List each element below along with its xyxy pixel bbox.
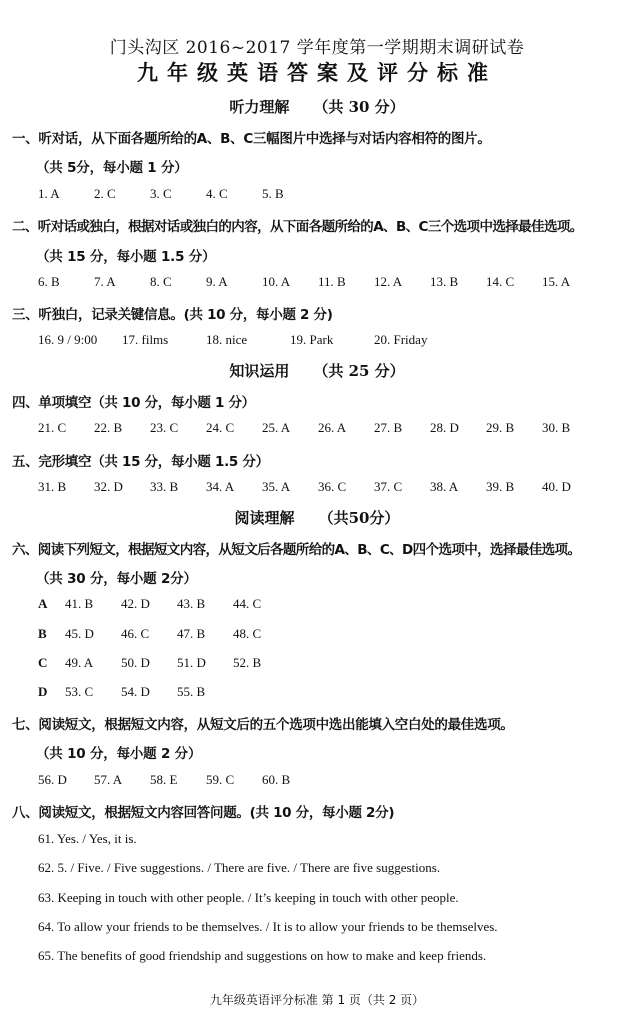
part-name: 知识运用 (229, 362, 290, 380)
answer: 45. D (65, 626, 94, 641)
answer: 20. Friday (374, 332, 428, 347)
answer: 29. B (486, 420, 515, 435)
part-reading (0, 507, 634, 528)
answer: 14. C (486, 274, 515, 289)
answer: 60. B (262, 772, 291, 787)
answer-line: 65. The benefits of good friendship and suggestions on how to make and keep friends. (38, 948, 487, 963)
answer: 36. C (318, 479, 347, 494)
part-points: （共 25 分） (313, 362, 405, 380)
document-title: 九年级英语答案及评分标准 (137, 60, 497, 85)
part-listening (0, 96, 634, 117)
section-8-heading: 八、阅读短文，根据短文内容回答问题。(共 10 分，每小题 2分) (12, 805, 395, 821)
answer: 40. D (542, 479, 571, 494)
answer: 55. B (177, 684, 206, 699)
answer: 9. A (206, 274, 228, 289)
answer: 7. A (94, 274, 116, 289)
answer: 5. B (262, 186, 284, 201)
answer: 1. A (38, 186, 60, 201)
answer: 49. A (65, 655, 94, 670)
part-points: （共 30 分） (313, 98, 405, 116)
answer: 42. D (121, 596, 150, 611)
answer: 17. films (122, 332, 169, 347)
answer: 34. A (206, 479, 235, 494)
answer: 28. D (430, 420, 459, 435)
answer: 47. B (177, 626, 206, 641)
answer: 57. A (94, 772, 123, 787)
part-points: （共50分） (318, 509, 400, 527)
answer: 35. A (262, 479, 291, 494)
answer: 44. C (233, 596, 262, 611)
answer: 39. B (486, 479, 515, 494)
group-label: C (38, 655, 48, 670)
answer: 2. C (94, 186, 116, 201)
answer: 24. C (206, 420, 235, 435)
answer: 13. B (430, 274, 459, 289)
section-2-score: （共 15 分，每小题 1.5 分） (36, 249, 216, 265)
answer: 41. B (65, 596, 94, 611)
section-5-heading: 五、完形填空（共 15 分，每小题 1.5 分） (12, 454, 269, 470)
part-knowledge (0, 360, 634, 381)
answer: 46. C (121, 626, 150, 641)
answer: 25. A (262, 420, 291, 435)
document-subtitle: 门头沟区 2016~2017 学年度第一学期期末调研试卷 (109, 38, 525, 58)
section-4-heading: 四、单项填空（共 10 分，每小题 1 分） (12, 395, 255, 411)
part-name: 阅读理解 (234, 509, 295, 527)
section-2-heading: 二、听对话或独白，根据对话或独白的内容，从下面各题所给的A、B、C三个选项中选择最佳选项。 (12, 219, 583, 235)
answer: 32. D (94, 479, 123, 494)
group-label: D (38, 684, 48, 699)
answer: 30. B (542, 420, 571, 435)
group-label: B (38, 626, 47, 641)
answer: 11. B (318, 274, 346, 289)
answer: 3. C (150, 186, 172, 201)
answer: 21. C (38, 420, 67, 435)
page-footer: 九年级英语评分标准 第 1 页（共 2 页） (209, 993, 425, 1007)
answer: 59. C (206, 772, 235, 787)
section-7-heading: 七、阅读短文，根据短文内容，从短文后的五个选项中选出能填入空白处的最佳选项。 (12, 717, 514, 733)
answer: 37. C (374, 479, 403, 494)
section-1-heading: 一、听对话，从下面各题所给的A、B、C三幅图片中选择与对话内容相符的图片。 (12, 131, 491, 147)
answer: 4. C (206, 186, 228, 201)
answer: 33. B (150, 479, 179, 494)
section-1-score: （共 5分，每小题 1 分） (36, 160, 188, 176)
answer: 52. B (233, 655, 262, 670)
answer: 22. B (94, 420, 123, 435)
answer: 10. A (262, 274, 291, 289)
answer: 58. E (150, 772, 178, 787)
answer: 56. D (38, 772, 67, 787)
answer: 19. Park (290, 332, 334, 347)
answer: 23. C (150, 420, 179, 435)
section-6-heading: 六、阅读下列短文，根据短文内容，从短文后各题所给的A、B、C、D四个选项中，选择最佳选项。 (12, 542, 581, 558)
answer: 48. C (233, 626, 262, 641)
answer: 8. C (150, 274, 172, 289)
answer: 12. A (374, 274, 403, 289)
group-label: A (38, 596, 48, 611)
answer-line: 62. 5. / Five. / Five suggestions. / There are five. / There are five suggestions. (38, 860, 441, 875)
answer: 53. C (65, 684, 94, 699)
part-name: 听力理解 (229, 98, 290, 116)
section-7-score: （共 10 分，每小题 2 分） (36, 746, 202, 762)
answer: 31. B (38, 479, 67, 494)
answer-line: 63. Keeping in touch with other people. / It’s keeping in touch with other people. (38, 890, 459, 905)
answer: 26. A (318, 420, 347, 435)
answer: 54. D (121, 684, 150, 699)
answer: 38. A (430, 479, 459, 494)
answer-line: 61. Yes. / Yes, it is. (38, 831, 137, 846)
section-6-score: （共 30 分，每小题 2分） (36, 571, 197, 587)
answer: 27. B (374, 420, 403, 435)
answer: 15. A (542, 274, 571, 289)
answer: 6. B (38, 274, 60, 289)
answer: 16. 9 / 9:00 (38, 332, 98, 347)
answer-line: 64. To allow your friends to be themselves. / It is to allow your friends to be themselves. (38, 919, 498, 934)
answer: 50. D (121, 655, 150, 670)
answer: 18. nice (206, 332, 248, 347)
section-3-heading: 三、听独白，记录关键信息。(共 10 分，每小题 2 分) (12, 307, 333, 323)
answer: 51. D (177, 655, 206, 670)
answer: 43. B (177, 596, 206, 611)
